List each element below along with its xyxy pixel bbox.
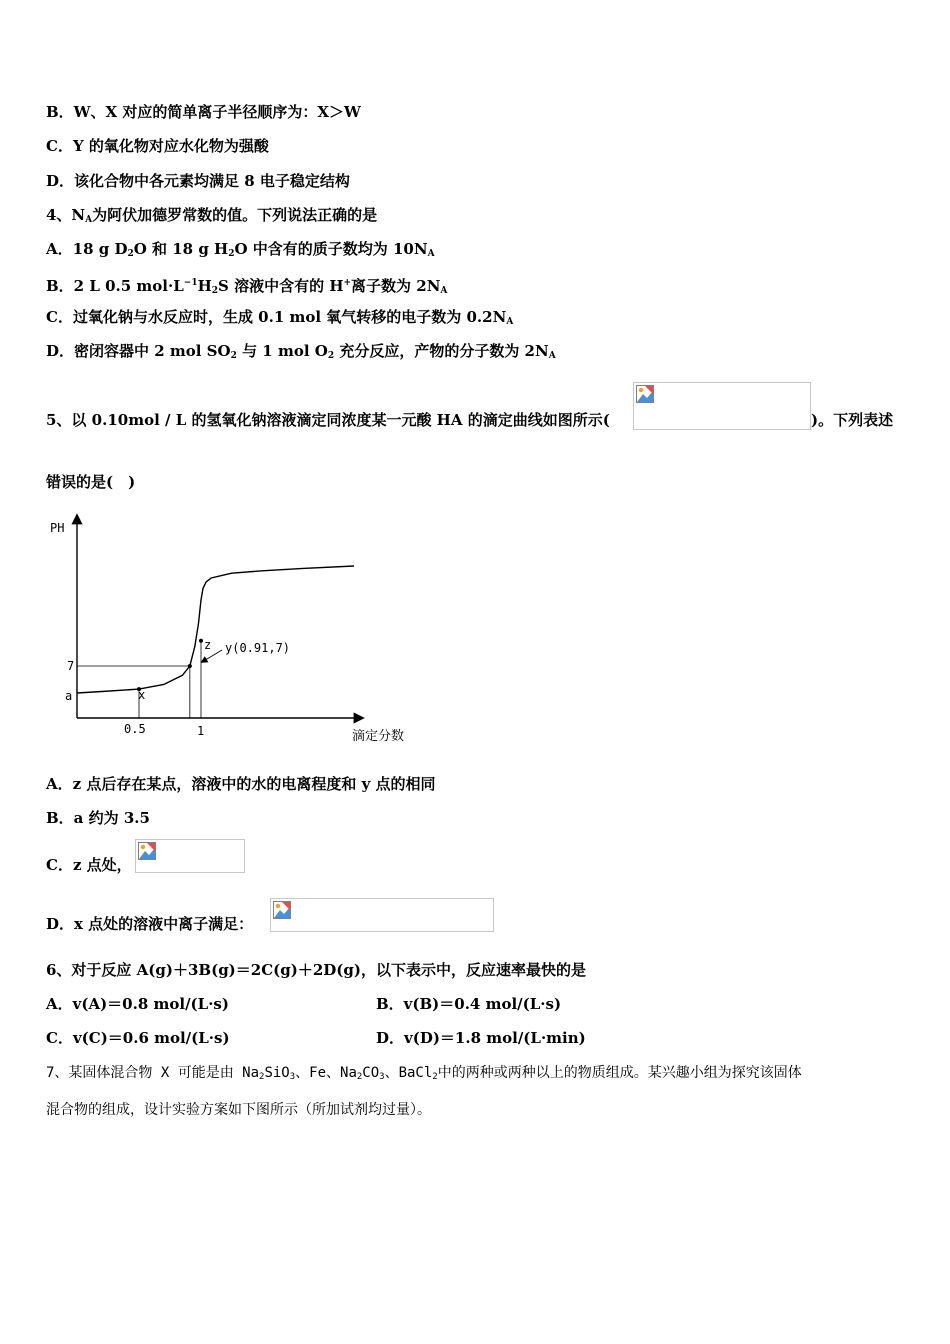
broken-image-placeholder bbox=[135, 839, 245, 873]
q4-stem-text: 4、N bbox=[46, 206, 86, 224]
point-x-label: x bbox=[138, 688, 146, 702]
q5-stem-tail: )。下列表述 bbox=[811, 411, 894, 429]
subscript: A bbox=[506, 317, 514, 327]
text: 与 1 mol O bbox=[236, 342, 328, 360]
subscript: 2 bbox=[228, 249, 235, 259]
q5-option-c: C．z 点处， bbox=[46, 856, 132, 874]
q3-option-c: C．Y 的氧化物对应水化物为强酸 bbox=[46, 137, 269, 155]
subscript: A bbox=[85, 215, 93, 225]
text: 、BaCl bbox=[384, 1065, 433, 1081]
superscript: + bbox=[343, 278, 352, 288]
text: CO bbox=[362, 1065, 380, 1081]
text: 离子数为 2N bbox=[351, 277, 441, 295]
point-y bbox=[188, 664, 192, 668]
q7-stem-line2: 混合物的组成，设计实验方案如下图所示（所加试剂均过量）。 bbox=[46, 1102, 431, 1118]
subscript: 3 bbox=[289, 1072, 296, 1082]
x-axis-label: 滴定分数 bbox=[352, 729, 405, 744]
q3-option-b: B．W、X 对应的简单离子半径顺序为：X＞W bbox=[46, 103, 361, 121]
q4-option-d bbox=[46, 341, 556, 366]
q6-stem: 6、对于反应 A(g)＋3B(g)＝2C(g)＋2D(g)，以下表示中，反应速率最快的是 bbox=[46, 961, 586, 979]
superscript: −1 bbox=[183, 278, 198, 288]
q4-stem-text: 为阿伏加德罗常数的值。下列说法正确的是 bbox=[92, 206, 378, 224]
q5-stem-text: 5、以 0.10mol / L 的氢氧化钠溶液滴定同浓度某一元酸 HA 的滴定曲线如图所示( bbox=[46, 411, 610, 429]
q4-option-b bbox=[46, 273, 447, 301]
text: D．密闭容器中 2 mol SO bbox=[46, 342, 231, 360]
y-tick-label-7: 7 bbox=[67, 659, 75, 673]
q6-option-a: A．v(A)＝0.8 mol/(L·s) bbox=[46, 995, 229, 1013]
subscript: 2 bbox=[327, 351, 335, 361]
q5-option-a: A．z 点后存在某点，溶液中的水的电离程度和 y 点的相同 bbox=[46, 775, 436, 793]
q3-option-d: D．该化合物中各元素均满足 8 电子稳定结构 bbox=[46, 172, 350, 190]
y-axis-label: PH bbox=[50, 521, 65, 535]
subscript: A bbox=[440, 286, 448, 296]
q5-stem bbox=[46, 410, 610, 430]
text: 充分反应，产物的分子数为 2N bbox=[334, 342, 549, 360]
q4-option-c bbox=[46, 307, 513, 332]
text: A．18 g D bbox=[46, 240, 128, 258]
subscript: 2 bbox=[211, 286, 219, 296]
titration-chart bbox=[40, 510, 430, 750]
point-z bbox=[199, 639, 203, 643]
subscript: 2 bbox=[127, 249, 134, 259]
text: H bbox=[197, 277, 212, 295]
text: 、Fe、Na bbox=[295, 1065, 357, 1081]
subscript: A bbox=[427, 249, 435, 259]
text: S 溶液中含有的 H bbox=[218, 277, 344, 295]
broken-image-icon bbox=[138, 842, 156, 860]
subscript: 2 bbox=[259, 1072, 265, 1082]
q6-option-d: D．v(D)＝1.8 mol/(L·min) bbox=[376, 1029, 586, 1047]
x-tick-label-0-5: 0.5 bbox=[124, 722, 146, 736]
q5-stem-line2: 错误的是( ) bbox=[46, 473, 136, 491]
subscript: A bbox=[548, 351, 556, 361]
subscript: 3 bbox=[379, 1072, 385, 1082]
text: O 和 18 g H bbox=[133, 240, 229, 258]
text: 中的两种或两种以上的物质组成。某兴趣小组为探究该固体 bbox=[437, 1065, 802, 1081]
titration-curve bbox=[77, 566, 354, 693]
q4-option-a bbox=[46, 239, 435, 264]
q5-option-b: B．a 约为 3.5 bbox=[46, 809, 150, 827]
x-tick-label-1: 1 bbox=[197, 724, 205, 738]
text: B．2 L 0.5 mol·L bbox=[46, 277, 184, 295]
point-y-label: y(0.91,7) bbox=[225, 641, 291, 655]
y-tick-label-a: a bbox=[65, 689, 73, 703]
q7-stem-line1 bbox=[46, 1063, 802, 1087]
text: C．过氧化钠与水反应时，生成 0.1 mol 氧气转移的电子数为 0.2N bbox=[46, 308, 507, 326]
q6-option-b: B．v(B)＝0.4 mol/(L·s) bbox=[376, 995, 562, 1013]
subscript: 2 bbox=[230, 351, 237, 361]
subscript: 2 bbox=[356, 1072, 363, 1082]
broken-image-placeholder bbox=[270, 898, 494, 932]
text: SiO bbox=[264, 1065, 290, 1081]
q5-option-d: D．x 点处的溶液中离子满足： bbox=[46, 915, 254, 933]
broken-image-icon bbox=[636, 385, 654, 403]
subscript: 2 bbox=[432, 1072, 438, 1082]
broken-image-icon bbox=[273, 901, 291, 919]
text: O 中含有的质子数均为 10N bbox=[234, 240, 428, 258]
q6-option-c: C．v(C)＝0.6 mol/(L·s) bbox=[46, 1029, 230, 1047]
text: 7、某固体混合物 X 可能是由 Na bbox=[46, 1065, 260, 1081]
q4-stem bbox=[46, 205, 377, 230]
broken-image-placeholder bbox=[633, 382, 811, 430]
point-z-label: z bbox=[204, 638, 212, 652]
